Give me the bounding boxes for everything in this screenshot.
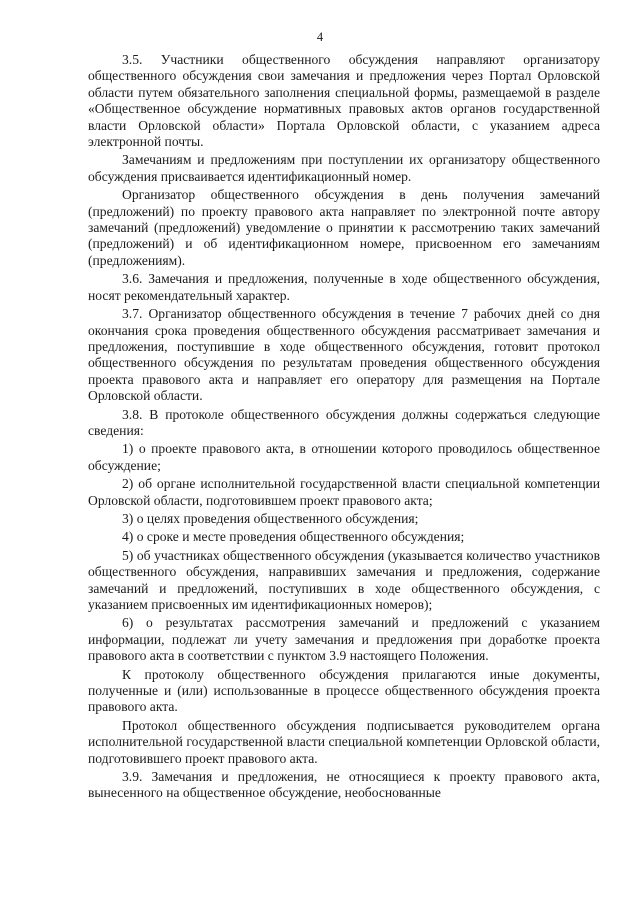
paragraph-3-5: 3.5. Участники общественного обсуждения направляют организатору общественного обсуждения свои замечания и предложения через Портал Орловской области путем обязательного заполнения специальной формы, размещаемой в разделе «Общественное обсуждение нормативных правовых актов органов государственной власти Орловской области» Портала Орловской области, с указанием адреса электронной почты. (88, 52, 600, 150)
list-item-2: 2) об органе исполнительной государственной власти специальной компетенции Орловской области, подготовившем проект правового акта; (88, 476, 600, 508)
paragraph-3-7: 3.7. Организатор общественного обсуждения в течение 7 рабочих дней со дня окончания срока проведения общественного обсуждения рассматривает замечания и предложения, поступившие в ходе общественного обсуждения, готовит протокол общественного обсуждения по результатам проведения общественного обсуждения проекта правового акта и направляет его оператору для размещения на Портале Орловской области. (88, 306, 600, 404)
paragraph-id-number: Замечаниям и предложениям при поступлении их организатору общественного обсуждения присваивается идентификационный номер. (88, 152, 600, 184)
document-body (88, 52, 600, 802)
paragraph-3-9: 3.9. Замечания и предложения, не относящиеся к проекту правового акта, вынесенного на общественное обсуждение, необоснованные (88, 769, 600, 801)
list-item-5: 5) об участниках общественного обсуждения (указывается количество участников общественного обсуждения, направивших замечания и предложения, содержание замечаний и предложений, поступивших в ходе общественного обсуждения, с указанием присвоенных им идентификационных номеров); (88, 547, 600, 612)
list-item-3: 3) о целях проведения общественного обсуждения; (122, 510, 419, 526)
paragraph-notification: Организатор общественного обсуждения в день получения замечаний (предложений) по проекту правового акта направляет по электронной почте автору замечаний (предложений) уведомление о принятии к рассмотрению таких замечаний (предложений) и об идентификационном номере, присвоенном его замечаниям (предложениям). (88, 187, 600, 268)
paragraph-3-8: 3.8. В протоколе общественного обсуждения должны содержаться следующие сведения: (88, 406, 600, 438)
list-item-6: 6) о результатах рассмотрения замечаний и предложений с указанием информации, подлежат ли учету замечания и предложения при доработке проекта правового акта в соответствии с пунктом 3.9 настоящего Положения. (88, 615, 600, 664)
paragraph-attachments: К протоколу общественного обсуждения прилагаются иные документы, полученные и (или) использованные в процессе общественного обсуждения проекта правового акта. (88, 666, 600, 715)
paragraph-3-6: 3.6. Замечания и предложения, полученные в ходе общественного обсуждения, носят рекомендательный характер. (88, 271, 600, 303)
list-item-4: 4) о сроке и месте проведения общественного обсуждения; (122, 529, 465, 545)
list-item-1: 1) о проекте правового акта, в отношении которого проводилось общественное обсуждение; (88, 441, 600, 473)
page-number: 4 (316, 30, 324, 44)
paragraph-signature: Протокол общественного обсуждения подписывается руководителем органа исполнительной государственной власти специальной компетенции Орловской области, подготовившего проект правового акта. (88, 717, 600, 766)
